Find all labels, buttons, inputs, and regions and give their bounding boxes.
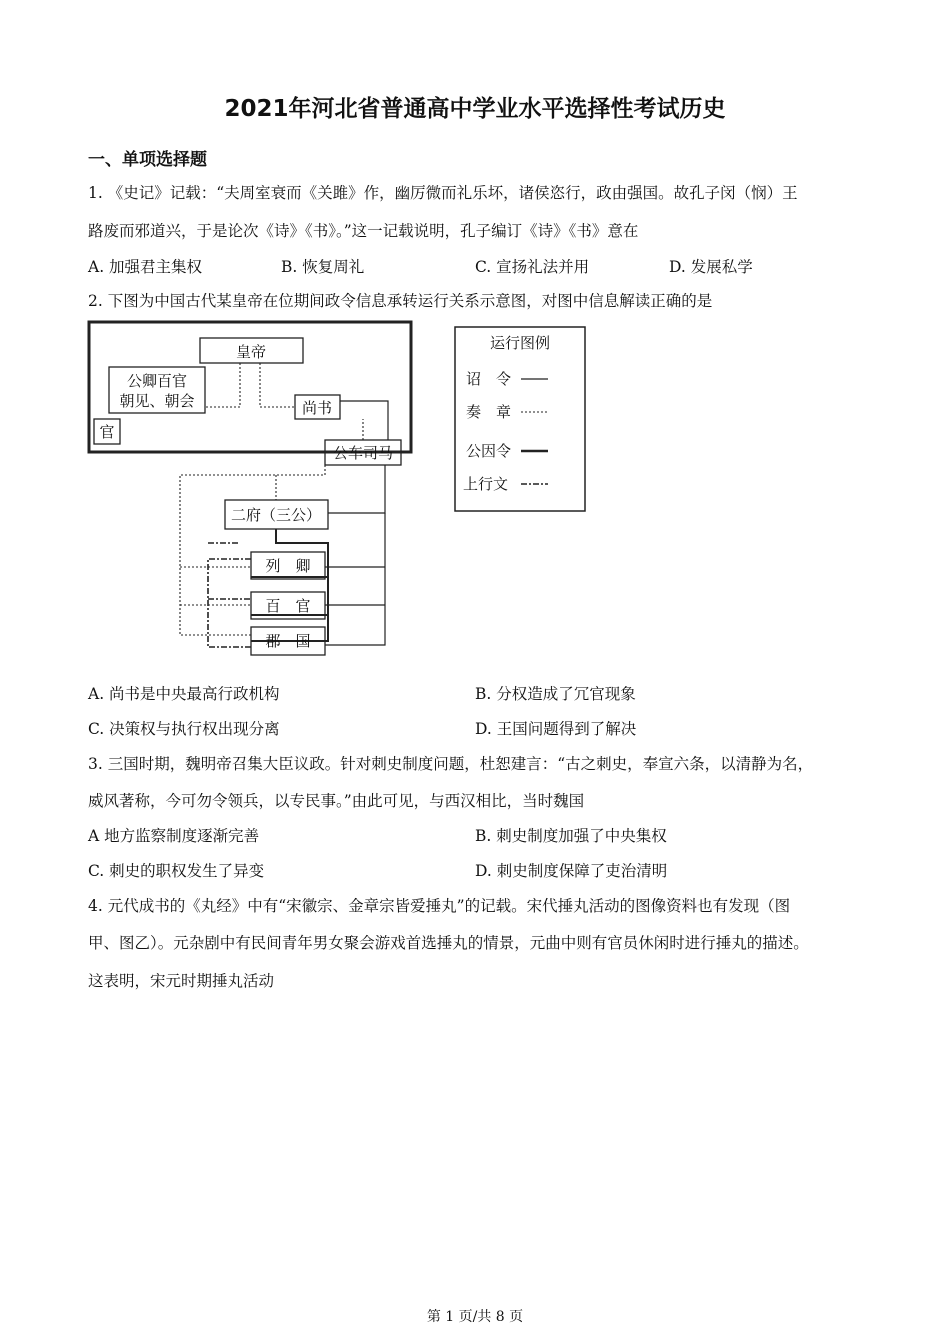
- q1-option-b[interactable]: B. 恢复周礼: [281, 258, 365, 276]
- q4-stem-line2: 甲、图乙）。元杂剧中有民间青年男女聚会游戏首选捶丸的情景，元曲中则有官员休闲时进行捶丸的描述。: [88, 934, 809, 952]
- q3-option-a[interactable]: A 地方监察制度逐渐完善: [88, 827, 260, 845]
- q2-option-c[interactable]: C. 决策权与执行权出现分离: [88, 720, 280, 738]
- q2-stem: 2. 下图为中国古代某皇帝在位期间政令信息承转运行关系示意图，对图中信息解读正确的是: [88, 292, 713, 310]
- lieqing-label: 列 卿: [265, 557, 311, 575]
- q1-option-d[interactable]: D. 发展私学: [669, 258, 753, 276]
- page-title: 2021年河北省普通高中学业水平选择性考试历史: [224, 96, 726, 122]
- section-heading: 一、单项选择题: [88, 150, 207, 170]
- junguo-label: 郡 国: [265, 632, 311, 650]
- q1-stem-line1: 1. 《史记》记载：“夫周室衰而《关雎》作，幽厉微而礼乐坏，诸侯恣行，政由强国。故孔子闵（悯）王: [88, 184, 798, 202]
- q3-option-d[interactable]: D. 刺史制度保障了吏治清明: [475, 862, 668, 880]
- q2-option-b[interactable]: B. 分权造成了冗官现象: [475, 685, 636, 703]
- q4-stem-line1: 4. 元代成书的《丸经》中有“宋徽宗、金章宗皆爱捶丸”的记载。宋代捶丸活动的图像资料也有发现（图: [88, 897, 791, 915]
- legend-memorial: 奏 章: [466, 403, 512, 421]
- public-order-lines: [251, 529, 328, 641]
- legend-title: 运行图例: [489, 334, 551, 352]
- q3-option-b[interactable]: B. 刺史制度加强了中央集权: [475, 827, 667, 845]
- baiguan-label: 百 官: [265, 597, 311, 615]
- q2-option-d[interactable]: D. 王国问题得到了解决: [475, 720, 637, 738]
- memorial-lines: [180, 363, 363, 635]
- legend-public-order: 公因令: [466, 442, 512, 460]
- edict-lines: [325, 401, 388, 645]
- guan-label: 官: [99, 423, 115, 441]
- emperor-label: 皇帝: [235, 343, 267, 361]
- q3-stem-line2: 威风著称，今可勿令领兵，以专民事。”由此可见，与西汉相比，当时魏国: [88, 792, 585, 810]
- q3-option-c[interactable]: C. 刺史的职权发生了异变: [88, 862, 265, 880]
- officials-label-line2: 朝见、朝会: [119, 392, 195, 410]
- q1-option-a[interactable]: A. 加强君主集权: [88, 258, 203, 276]
- gongche-label: 公车司马: [332, 444, 394, 462]
- q2-option-a[interactable]: A. 尚书是中央最高行政机构: [88, 685, 280, 703]
- q1-option-c[interactable]: C. 宣扬礼法并用: [475, 258, 590, 276]
- legend-upward-doc: 上行文: [463, 475, 509, 493]
- page-footer: 第 1 页/共 8 页: [426, 1309, 524, 1325]
- erfu-label: 二府（三公）: [230, 506, 322, 524]
- q1-stem-line2: 路废而邪道兴，于是论次《诗》《书》。”这一记载说明，孔子编订《诗》《书》意在: [88, 222, 639, 240]
- shangshu-label: 尚书: [301, 399, 333, 417]
- legend-edict: 诏 令: [466, 370, 512, 388]
- q4-stem-line3: 这表明，宋元时期捶丸活动: [88, 972, 275, 990]
- officials-label-line1: 公卿百官: [126, 372, 188, 390]
- governance-flow-diagram: [80, 315, 600, 665]
- upward-doc-lines: [208, 543, 251, 647]
- q3-stem-line1: 3. 三国时期，魏明帝召集大臣议政。针对刺史制度问题，杜恕建言：“古之刺史，奉宣六条，以清静为名，: [88, 755, 814, 773]
